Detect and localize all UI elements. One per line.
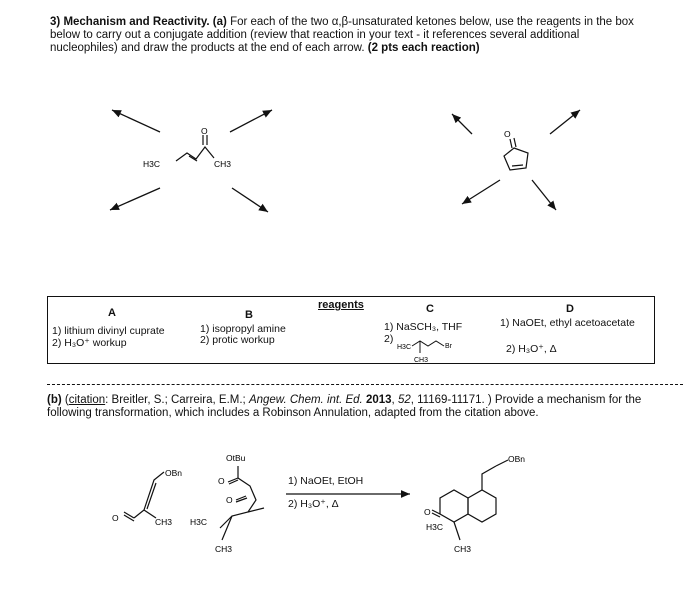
reagent-d-label: D bbox=[566, 303, 574, 315]
reagent-c-line2: 2) bbox=[384, 333, 394, 345]
reactant2-oxygen1: O bbox=[218, 476, 225, 486]
mol1-arrow-lower-right bbox=[232, 188, 268, 212]
mol2-arrow-lower-left bbox=[462, 180, 500, 204]
product-oxygen: O bbox=[424, 507, 431, 517]
reagent-c-ch3: CH3 bbox=[414, 357, 429, 364]
reagent-a-label: A bbox=[108, 307, 116, 319]
reagent-b-label: B bbox=[245, 309, 253, 321]
reagent-b-line2: 2) protic workup bbox=[200, 334, 275, 346]
reactant2-oxygen2: O bbox=[226, 495, 233, 505]
reagent-a-line1: 1) lithium divinyl cuprate bbox=[52, 325, 165, 337]
reactant1-oxygen: O bbox=[112, 513, 119, 523]
citation-authors: : Breitler, S.; Carreira, E.M.; bbox=[105, 394, 246, 406]
mol1-arrow-upper-left bbox=[112, 110, 160, 132]
mol1-arrow-lower-left bbox=[110, 188, 160, 210]
mol1-arrow-upper-right bbox=[230, 110, 272, 132]
product-ch3: CH3 bbox=[454, 544, 472, 554]
reactant1-ch3: CH3 bbox=[155, 517, 173, 527]
reagent-c-label: C bbox=[426, 303, 434, 315]
citation-link[interactable]: citation bbox=[68, 394, 106, 406]
condition-line2: 2) H₃O⁺, Δ bbox=[288, 498, 339, 510]
mol1-h3c-label: H3C bbox=[143, 159, 161, 169]
reagent-c-h3c: H3C bbox=[397, 344, 412, 351]
question-number: 3) bbox=[50, 16, 61, 28]
mol1-oxygen-label: O bbox=[201, 126, 208, 136]
section-divider bbox=[47, 384, 683, 385]
reactant2-ch3: CH3 bbox=[215, 544, 233, 554]
mol2-arrow-upper-right bbox=[550, 110, 580, 134]
mol2-arrow-upper-left bbox=[452, 114, 472, 134]
reagent-d-line1: 1) NaOEt, ethyl acetoacetate bbox=[500, 317, 635, 329]
part-a-text: For each of the two α,β-unsaturated ketones below, use the reagents in the box below to carry out a conjugate addition (review that reaction in your text - it references several additional nucleophiles) and draw the products at the end of each arrow. bbox=[50, 16, 634, 54]
citation-volume: 52 bbox=[397, 394, 411, 406]
citation-year: 2013 bbox=[365, 394, 392, 406]
reactant1-obn: OBn bbox=[165, 468, 183, 478]
citation-pages: , 11169-11171. ) bbox=[410, 394, 492, 406]
reactant2-otbu: OtBu bbox=[226, 453, 246, 463]
molecule-1 bbox=[176, 135, 214, 161]
reagent-b-line1: 1) isopropyl amine bbox=[200, 323, 286, 335]
part-a-label: (a) bbox=[212, 16, 227, 28]
reagents-heading: reagents bbox=[318, 299, 364, 311]
product-h3c: H3C bbox=[426, 522, 444, 532]
mol1-ch3-label: CH3 bbox=[214, 159, 232, 169]
reagent-c-line1: 1) NaSCH₃, THF bbox=[384, 321, 463, 333]
mol2-arrow-lower-right bbox=[532, 180, 556, 210]
reagent-c-br: Br bbox=[445, 343, 452, 350]
reagent-a-line2: 2) H₃O⁺ workup bbox=[52, 337, 127, 349]
molecule-2 bbox=[504, 138, 528, 170]
mol2-oxygen-label: O bbox=[504, 129, 511, 139]
part-b-instructions: Provide a mechanism for the following transformation, which includes a Robinson Annulation, adapted from the citation above. bbox=[47, 394, 642, 419]
reagents-box bbox=[47, 296, 655, 364]
part-a-points: (2 pts each reaction) bbox=[367, 42, 480, 54]
product-structure bbox=[432, 460, 508, 540]
reactant-1 bbox=[124, 472, 164, 521]
reagent-d-line2: 2) H₃O⁺, Δ bbox=[506, 343, 557, 355]
product-obn: OBn bbox=[508, 454, 526, 464]
reactant2-h3c: H3C bbox=[190, 517, 208, 527]
citation-journal: Angew. Chem. int. Ed. bbox=[248, 394, 363, 406]
part-b-text: (b) (citation: Breitler, S.; Carreira, E.M.; Angew. Chem. int. Ed. 2013, 52, 11169-11171. ) Provide a mechanism for the following transformation, which includes a Robinson Annulation, adapted from the citation above. bbox=[47, 394, 642, 419]
question-title: Mechanism and Reactivity. bbox=[63, 16, 210, 28]
condition-line1: 1) NaOEt, EtOH bbox=[288, 475, 364, 487]
part-b-label: (b) bbox=[47, 394, 62, 406]
